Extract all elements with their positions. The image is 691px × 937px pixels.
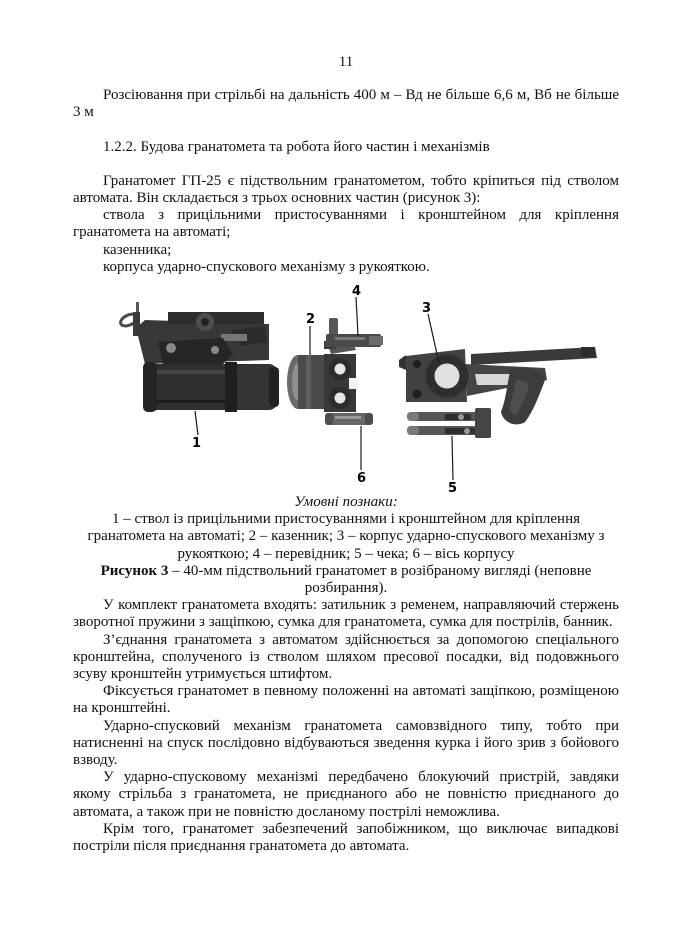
paragraph-kit: У комплект гранатомета входять: затильник з ременем, направляючий стержень зворотної пружини з защіпкою, сумка для гранатомета, сумка для пострілів, банник.: [73, 597, 619, 631]
paragraph-trigger-mechanism: Ударно-спусковий механізм гранатомета самовзвідного типу, тобто при натисненні на спуск послідовно відбуваються зведення курка і його зрив з бойового взводу.: [73, 717, 619, 769]
leader-line-5: [452, 436, 453, 480]
receiver-ring: [430, 359, 464, 393]
part-axis-pin-illustration: [325, 413, 373, 486]
top-rail: [471, 347, 597, 365]
legend-title: Умовні познаки:: [294, 494, 398, 511]
part-selector-illustration: [324, 284, 383, 349]
figure-caption: [73, 563, 619, 597]
section-heading: 1.2.2. Будова гранатомета та робота його частин і механізмів: [103, 138, 490, 155]
part-label-1: 1: [192, 436, 202, 452]
figure-caption-label: Рисунок 3: [100, 562, 169, 579]
part-trigger-housing-illustration: [399, 301, 597, 424]
paragraph-blocking-device: У ударно-спусковому механізмі передбачено блокуючий пристрій, завдяки якому стрільба з гранатомета, не приєднаного або не повністю приєднаного до автомата, а також при не повністю досланому пострілі неможлива.: [73, 769, 619, 820]
leader-line-4: [356, 297, 358, 336]
list-item-breech: казенника;: [103, 241, 172, 258]
part-retainer-fork-illustration: [407, 408, 491, 494]
figure-caption-text: – 40-мм підствольний гранатомет в розібраному вигляді (неповне розбирання).: [168, 562, 592, 597]
list-item-barrel: ствола з прицільними пристосуваннями і кронштейном для кріплення гранатомета на автоматі;: [73, 207, 619, 241]
paragraph-structure: Гранатомет ГП-25 є підствольним гранатометом, тобто кріпиться під стволом автомата. Він складається з трьох основних частин (рисунок 3):: [73, 172, 619, 207]
figure-3: [73, 284, 619, 597]
list-item-trigger: корпуса ударно-спускового механізму з рукояткою.: [103, 258, 430, 275]
paragraph-safety: Крім того, гранатомет забезпечений запобіжником, що виключає випадкові постріли після приєднання гранатомета до автомата.: [73, 820, 619, 855]
grenade-launcher-exploded-diagram: [73, 284, 633, 494]
part-label-2: 2: [306, 312, 316, 328]
part-breech-illustration: [287, 312, 358, 412]
part-barrel-illustration: [119, 302, 279, 451]
paragraph-dispersion: Розсіювання при стрільбі на дальність 400 м – Вд не більше 6,6 м, Вб не більше 3 м: [73, 87, 619, 121]
legend-text: 1 – ствол із прицільними пристосуваннями і кронштейном для кріплення гранатомета на автоматі; 2 – казенник; 3 – корпус ударно-спускового механізму з рукояткою; 4 – перевідник; 5 – чека; 6 – вісь корпусу: [87, 511, 605, 562]
part-label-6: 6: [357, 471, 367, 487]
page-number: 11: [338, 54, 354, 70]
part-label-5: 5: [448, 481, 458, 495]
paragraph-mount: З’єднання гранатомета з автоматом здійснюється за допомогою спеціального кронштейна, сполученого із стволом шляхом пресової посадки, від подовжнього зсуву кронштейн утримується штифтом.: [73, 631, 619, 683]
part-label-4: 4: [352, 284, 362, 300]
paragraph-fixation: Фіксується гранатомет в певному положенні на автоматі защіпкою, розміщеною на кронштейні.: [73, 683, 619, 717]
leader-line-1: [195, 411, 198, 435]
part-label-3: 3: [422, 301, 432, 317]
